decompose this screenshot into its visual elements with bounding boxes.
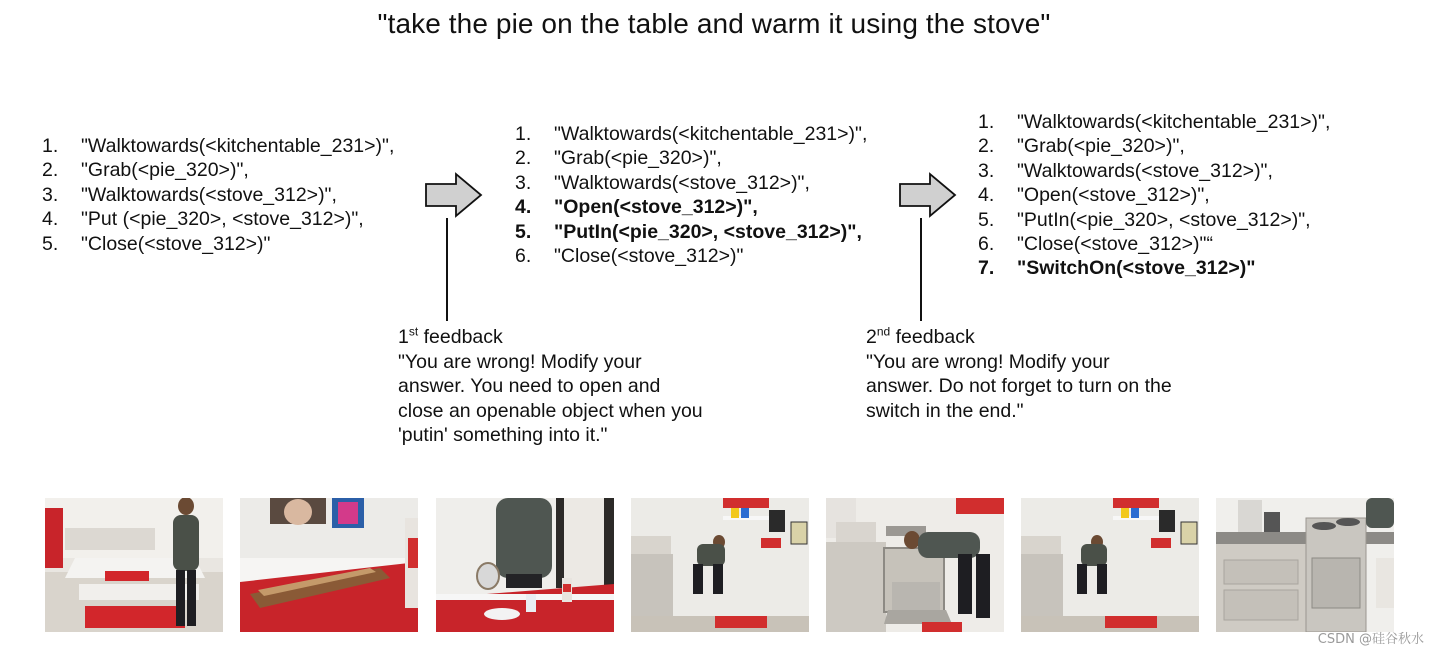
step-text: "Put (<pie_320>, <stove_312>)", [81, 208, 364, 231]
step-text: "Grab(<pie_320>)", [554, 147, 722, 170]
feedback-connector-line [446, 218, 448, 321]
feedback-line: 'putin' something into it." [398, 424, 608, 446]
step-text: "Grab(<pie_320>)", [1017, 135, 1185, 158]
feedback-1 [398, 325, 778, 448]
step-number: 5. [978, 208, 995, 231]
step-number: 6. [978, 232, 995, 255]
feedback-heading: 2nd feedback [866, 324, 975, 348]
step-text: "Open(<stove_312>)", [554, 196, 758, 219]
sim-frame-carry-pie [436, 498, 614, 632]
feedback-line: answer. Do not forget to turn on the [866, 375, 1172, 397]
step-text: "Grab(<pie_320>)", [81, 159, 249, 182]
step-text: "Close(<stove_312>)"“ [1017, 232, 1213, 255]
sim-frame-close-stove [1021, 498, 1199, 632]
sim-frame-grab-pie [240, 498, 418, 632]
step-number: 4. [42, 208, 59, 231]
step-text: "Walktowards(<kitchentable_231>)", [1017, 111, 1331, 133]
step-text: "Open(<stove_312>)", [1017, 184, 1210, 207]
feedback-heading: 1st feedback [398, 324, 503, 348]
step-number: 2. [515, 147, 532, 170]
arrow-right-icon [424, 172, 484, 218]
step-number: 3. [515, 171, 532, 194]
feedback-line: switch in the end." [866, 399, 1024, 422]
feedback-line: close an openable object when you [398, 399, 703, 422]
step-text: "Walktowards(<stove_312>)", [1017, 159, 1273, 182]
step-text: "Close(<stove_312>)" [554, 244, 744, 267]
step-number: 7. [978, 257, 995, 280]
step-number: 5. [42, 232, 59, 255]
step-text: "Close(<stove_312>)" [81, 232, 271, 255]
step-number: 3. [42, 183, 59, 206]
step-text: "Walktowards(<kitchentable_231>)", [554, 123, 868, 145]
sim-frame-switch-on [1216, 498, 1394, 632]
step-number: 2. [42, 159, 59, 182]
step-number: 3. [978, 159, 995, 182]
step-text: "PutIn(<pie_320>, <stove_312>)", [1017, 208, 1311, 231]
sim-frame-walk-to-table [45, 498, 223, 632]
arrow-right-icon [898, 172, 958, 218]
step-text: "Walktowards(<kitchentable_231>)", [81, 135, 395, 157]
feedback-2 [866, 325, 1246, 423]
feedback-line: answer. You need to open and [398, 375, 661, 397]
step-number: 1. [42, 135, 59, 157]
step-number: 4. [515, 196, 532, 219]
step-number: 4. [978, 184, 995, 207]
instruction-title: "take the pie on the table and warm it using the stove" [377, 8, 1051, 39]
step-number: 6. [515, 244, 532, 267]
step-text: "PutIn(<pie_320>, <stove_312>)", [554, 220, 862, 243]
step-number: 1. [515, 123, 532, 145]
feedback-line: "You are wrong! Modify your [866, 350, 1110, 373]
step-number: 2. [978, 135, 995, 158]
sim-frame-open-stove [631, 498, 809, 632]
watermark: CSDN @硅谷秋水 [1317, 632, 1424, 647]
feedback-connector-line [920, 218, 922, 321]
step-number: 1. [978, 111, 995, 133]
sim-frame-put-in-stove [826, 498, 1004, 632]
step-text: "SwitchOn(<stove_312>)" [1017, 257, 1256, 280]
feedback-line: "You are wrong! Modify your [398, 350, 642, 373]
step-number: 5. [515, 220, 532, 243]
step-text: "Walktowards(<stove_312>)", [81, 183, 337, 206]
step-text: "Walktowards(<stove_312>)", [554, 171, 810, 194]
